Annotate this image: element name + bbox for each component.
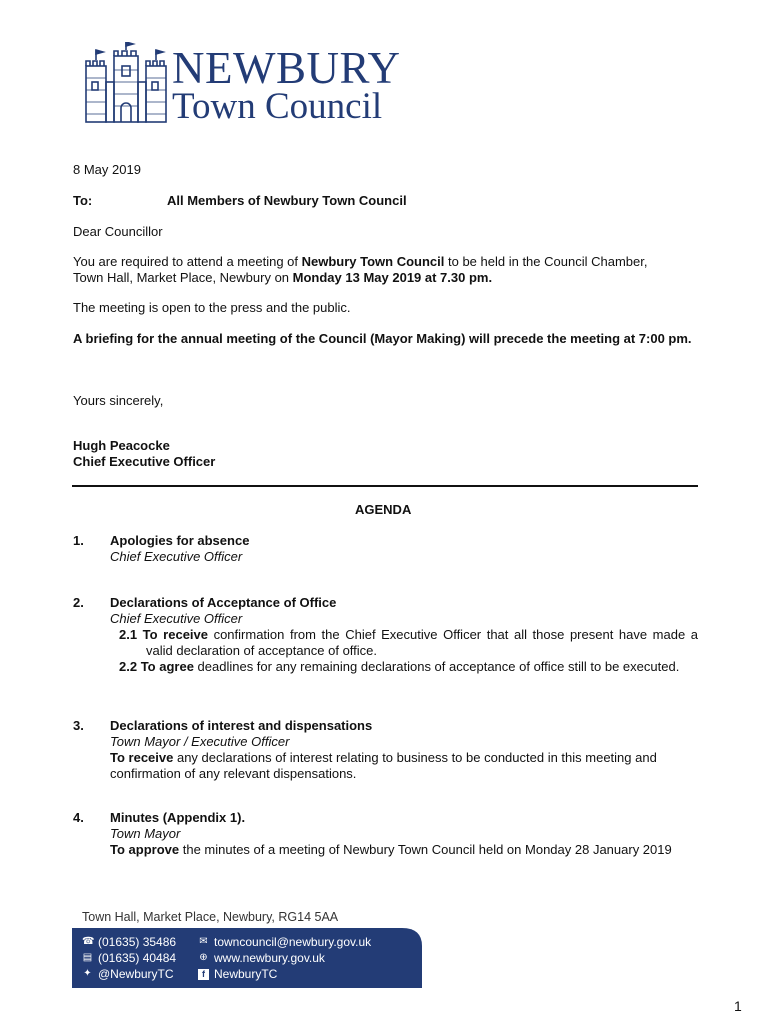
subitem-action: To agree: [140, 659, 194, 674]
agenda-item-officer: Chief Executive Officer: [110, 549, 243, 564]
footer-web[interactable]: [198, 950, 325, 966]
agenda-subitem: [119, 659, 698, 675]
fax-text: (01635) 40484: [98, 951, 177, 965]
castle-icon: [86, 42, 166, 122]
agenda-item-officer: Town Mayor / Executive Officer: [110, 734, 290, 749]
meeting-datetime: Monday 13 May 2019 at 7.30 pm.: [292, 270, 493, 285]
agenda-item-3: [110, 718, 698, 782]
agenda-item-title: Minutes (Appendix 1).: [110, 810, 246, 825]
footer-facebook[interactable]: [198, 966, 277, 982]
subitem-action: To receive: [142, 627, 208, 642]
agenda-item-title: Declarations of interest and dispensations: [110, 718, 373, 733]
subitem-number: 2.1: [119, 627, 138, 642]
fax-icon: ▤: [82, 952, 93, 963]
agenda-item-officer: Chief Executive Officer: [110, 611, 243, 626]
to-recipients: All Members of Newbury Town Council: [167, 193, 407, 208]
phone-text: (01635) 35486: [98, 935, 177, 949]
facebook-icon: f: [198, 969, 209, 980]
notice-text-venue: to be held in the Council Chamber, Town Hall, Market Place, Newbury on: [73, 254, 648, 285]
council-name: Newbury Town Council: [301, 254, 445, 269]
email-icon: ✉: [199, 936, 208, 947]
footer-email[interactable]: [198, 934, 371, 950]
agenda-item-number: 1.: [73, 533, 84, 548]
agenda-item-text: any declarations of interest relating to business to be conducted in this meeting and confirmation of any relevant dispensations.: [110, 750, 657, 781]
briefing-notice: A briefing for the annual meeting of the Council (Mayor Making) will precede the meeting at 7:00 pm.: [73, 331, 692, 346]
agenda-item-body: [110, 842, 698, 858]
meeting-notice: [73, 254, 673, 286]
twitter-text: @NewburyTC: [98, 967, 174, 981]
subitem-text: confirmation from the Chief Executive Officer that all those present have made a valid declaration of acceptance of office.: [146, 627, 698, 658]
agenda-item-title: Apologies for absence: [110, 533, 250, 548]
agenda-item-number: 4.: [73, 810, 84, 825]
globe-icon: ⊕: [199, 952, 208, 963]
agenda-heading: AGENDA: [355, 502, 412, 517]
agenda-subitem: [119, 627, 698, 659]
twitter-icon: ✦: [83, 968, 92, 979]
agenda-item-action: To receive: [110, 750, 174, 765]
footer-twitter[interactable]: [82, 966, 174, 982]
subitem-text: deadlines for any remaining declarations of acceptance of office still to be executed.: [193, 659, 680, 674]
agenda-item-4: [110, 810, 698, 858]
phone-icon: ☎: [82, 936, 95, 947]
brand-name: NEWBURY: [172, 43, 401, 93]
page-number: 1: [734, 998, 742, 1014]
agenda-item-number: 2.: [73, 595, 84, 610]
facebook-text: NewburyTC: [214, 967, 278, 981]
closing: Yours sincerely,: [73, 393, 164, 408]
signer-name: Hugh Peacocke: [73, 438, 170, 453]
divider: [72, 485, 698, 487]
subitem-number: 2.2: [119, 659, 138, 674]
agenda-item-title: Declarations of Acceptance of Office: [110, 595, 337, 610]
notice-text: You are required to attend a meeting of: [73, 254, 302, 269]
web-text: www.newbury.gov.uk: [214, 951, 325, 965]
agenda-item-2: [110, 595, 698, 675]
agenda-item-body: [110, 750, 698, 782]
signer-title: Chief Executive Officer: [73, 454, 216, 469]
email-text: towncouncil@newbury.gov.uk: [214, 935, 372, 949]
agenda-item-officer: Town Mayor: [110, 826, 181, 841]
footer-fax: [82, 950, 176, 966]
public-notice: The meeting is open to the press and the public.: [73, 300, 351, 315]
agenda-item-1: [110, 533, 698, 565]
footer-address: Town Hall, Market Place, Newbury, RG14 5AA: [82, 910, 339, 924]
agenda-item-action: To approve: [110, 842, 180, 857]
salutation: Dear Councillor: [73, 224, 163, 239]
brand-subtitle: Town Council: [172, 86, 383, 127]
to-label: To:: [73, 193, 93, 208]
agenda-item-number: 3.: [73, 718, 84, 733]
footer-phone: [82, 934, 176, 950]
letter-date: 8 May 2019: [73, 162, 141, 177]
agenda-item-text: the minutes of a meeting of Newbury Town Council held on Monday 28 January 2019: [179, 842, 672, 857]
